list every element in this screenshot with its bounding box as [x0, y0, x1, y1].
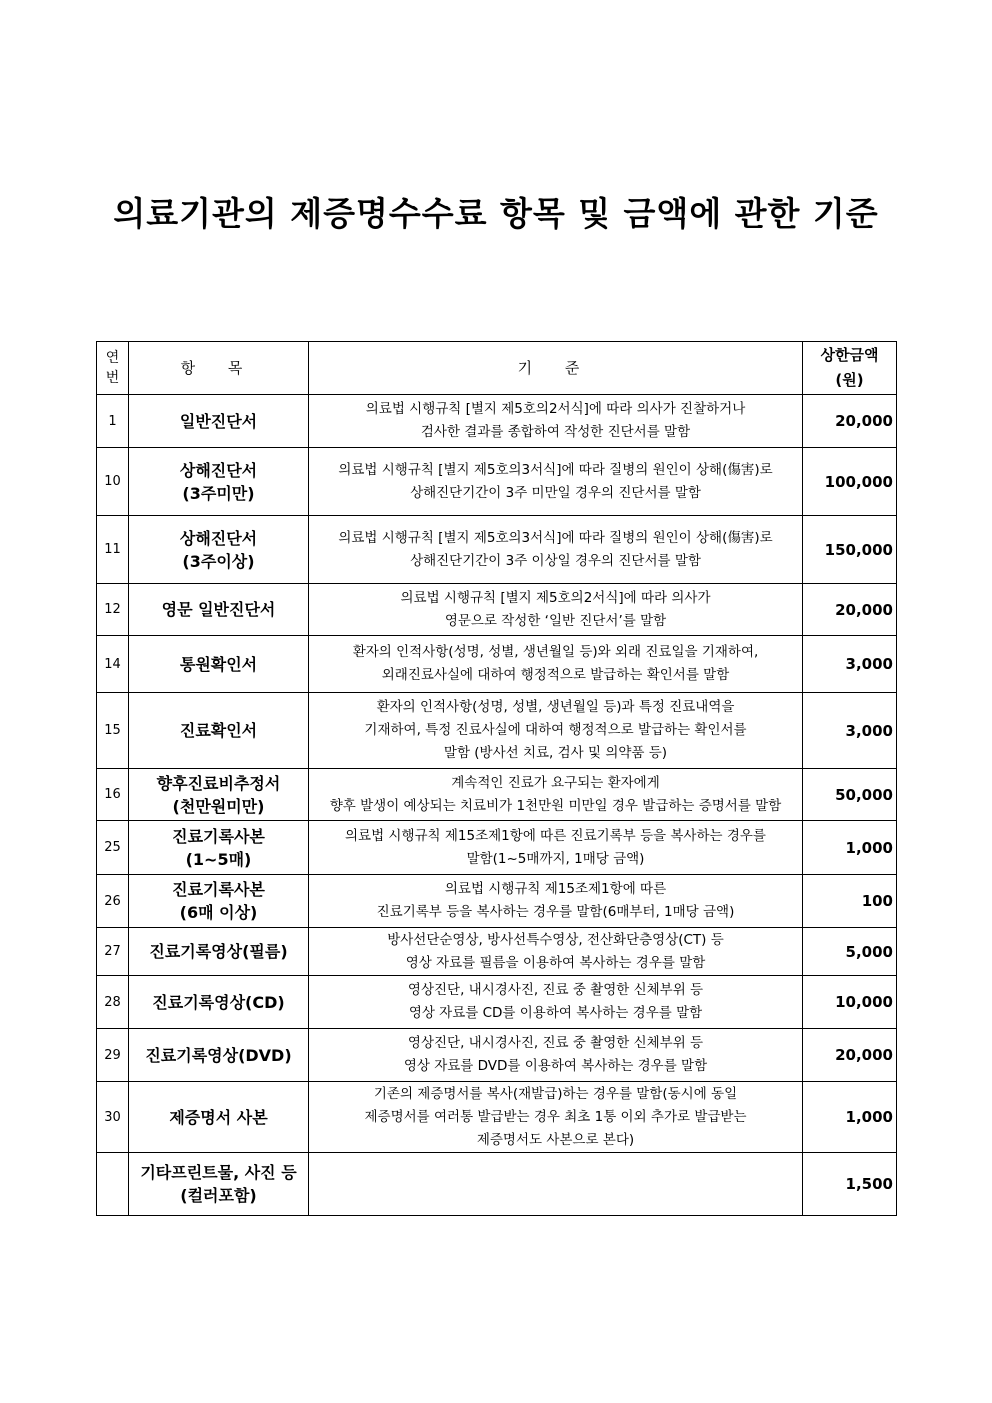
row-amount: 20,000 — [803, 395, 897, 448]
row-criteria-line: 말함 (방사선 치료, 검사 및 의약품 등) — [443, 745, 668, 761]
row-number: 27 — [97, 928, 129, 976]
row-item — [129, 636, 309, 693]
table-row — [97, 1082, 897, 1153]
table-row — [97, 395, 897, 448]
row-criteria-line: 의료법 시행규칙 제15조제1항에 따른 — [444, 881, 667, 897]
header-no-line: 연 — [105, 350, 120, 366]
table-row — [97, 928, 897, 976]
row-item-line: 통원확인서 — [179, 654, 258, 674]
row-criteria-line: 영상 자료를 CD를 이용하여 복사하는 경우를 말함 — [408, 1005, 703, 1021]
row-item — [129, 584, 309, 636]
row-amount: 20,000 — [803, 1029, 897, 1082]
row-item-line: 진료기록사본 — [172, 880, 265, 899]
row-item — [129, 1153, 309, 1216]
row-criteria-line: 영상 자료를 DVD를 이용하여 복사하는 경우를 말함 — [403, 1058, 708, 1074]
row-item-line: 상해진단서 — [179, 460, 258, 480]
row-item — [129, 1082, 309, 1153]
row-number: 10 — [97, 448, 129, 516]
row-item-line: 진료기록영상(필름) — [149, 942, 288, 961]
row-item — [129, 875, 309, 928]
table-row — [97, 976, 897, 1029]
row-amount: 100,000 — [803, 448, 897, 516]
fee-table — [96, 341, 897, 1216]
header-amount — [803, 342, 897, 395]
row-item-line: 일반진단서 — [179, 411, 258, 431]
table-row — [97, 821, 897, 875]
row-criteria-line: 상해진단기간이 3주 이상일 경우의 진단서를 말함 — [410, 552, 701, 569]
row-criteria — [309, 693, 803, 769]
row-criteria-line: 검사한 결과를 종합하여 작성한 진단서를 말함 — [420, 424, 691, 440]
row-item-line: 진료기록영상(DVD) — [145, 1045, 292, 1065]
table-row — [97, 769, 897, 821]
row-item-line: (컬러포함) — [180, 1186, 257, 1205]
row-amount: 20,000 — [803, 584, 897, 636]
row-amount: 3,000 — [803, 693, 897, 769]
fee-table-body — [97, 395, 897, 1216]
row-number: 14 — [97, 636, 129, 693]
row-criteria-line: 의료법 시행규칙 제15조제1항에 따른 진료기록부 등을 복사하는 경우를 — [345, 827, 766, 844]
row-item — [129, 448, 309, 516]
table-row — [97, 584, 897, 636]
row-item-line: (천만원미만) — [172, 796, 265, 816]
row-number: 25 — [97, 821, 129, 875]
row-criteria — [309, 875, 803, 928]
row-amount: 1,000 — [803, 1082, 897, 1153]
row-criteria-line: 환자의 인적사항(성명, 성별, 생년월일 등)과 특정 진료내역을 — [376, 699, 735, 715]
row-criteria-line: 기존의 제증명서를 복사(재발급)하는 경우를 말함(동시에 동일 — [373, 1085, 738, 1102]
row-item-line: 영문 일반진단서 — [161, 600, 276, 619]
table-row — [97, 516, 897, 584]
row-criteria-line: 향후 발생이 예상되는 치료비가 1천만원 미만일 경우 발급하는 증명서를 말함 — [329, 797, 782, 814]
row-criteria-line: 의료법 시행규칙 [별지 제5호의3서식]에 따라 질병의 원인이 상해(傷害)로 — [338, 461, 773, 478]
row-criteria-line: 영상진단, 내시경사진, 진료 중 촬영한 신체부위 등 — [407, 982, 704, 998]
row-item-line: (3주이상) — [182, 551, 255, 571]
row-criteria-line: 제증명서도 사본으로 본다) — [476, 1131, 635, 1148]
row-item-line: 진료기록사본 — [172, 826, 265, 846]
row-item — [129, 693, 309, 769]
row-item — [129, 1029, 309, 1082]
table-row — [97, 448, 897, 516]
row-criteria-line: 의료법 시행규칙 [별지 제5호의2서식]에 따라 의사가 — [400, 589, 711, 606]
row-number: 26 — [97, 875, 129, 928]
header-criteria: 기 준 — [309, 342, 803, 395]
row-amount: 10,000 — [803, 976, 897, 1029]
row-item — [129, 516, 309, 584]
row-criteria — [309, 821, 803, 875]
row-item — [129, 976, 309, 1029]
row-item — [129, 928, 309, 976]
row-amount: 150,000 — [803, 516, 897, 584]
row-item-line: 진료확인서 — [179, 721, 258, 740]
row-number: 1 — [97, 395, 129, 448]
row-amount: 100 — [803, 875, 897, 928]
row-item — [129, 769, 309, 821]
row-criteria-line: 상해진단기간이 3주 미만일 경우의 진단서를 말함 — [410, 484, 701, 501]
row-number: 28 — [97, 976, 129, 1029]
table-row — [97, 1153, 897, 1216]
header-no — [97, 342, 129, 395]
table-row — [97, 875, 897, 928]
row-criteria-line: 환자의 인적사항(성명, 성별, 생년월일 등)와 외래 진료일을 기재하여, — [352, 644, 759, 660]
row-criteria — [309, 1029, 803, 1082]
row-item-line: (1~5매) — [185, 849, 252, 869]
row-criteria — [309, 1153, 803, 1216]
table-row — [97, 636, 897, 693]
row-amount: 1,500 — [803, 1153, 897, 1216]
row-item-line: 진료기록영상(CD) — [152, 992, 285, 1012]
row-criteria-line: 말함(1~5매까지, 1매당 금액) — [466, 850, 645, 867]
row-number: 12 — [97, 584, 129, 636]
row-criteria — [309, 769, 803, 821]
row-criteria-line: 방사선단순영상, 방사선특수영상, 전산화단층영상(CT) 등 — [387, 931, 724, 948]
row-criteria-line: 의료법 시행규칙 [별지 제5호의3서식]에 따라 질병의 원인이 상해(傷害)로 — [338, 529, 773, 546]
row-criteria-line: 진료기록부 등을 복사하는 경우를 말함(6매부터, 1매당 금액) — [376, 904, 735, 920]
row-criteria-line: 영상 자료를 필름을 이용하여 복사하는 경우를 말함 — [405, 954, 706, 971]
row-number: 30 — [97, 1082, 129, 1153]
table-row — [97, 693, 897, 769]
row-item-line: 제증명서 사본 — [169, 1107, 268, 1127]
header-item: 항 목 — [129, 342, 309, 395]
row-criteria — [309, 636, 803, 693]
row-item-line: (3주미만) — [182, 483, 255, 503]
row-number — [97, 1153, 129, 1216]
row-criteria-line: 외래진료사실에 대하여 행정적으로 발급하는 확인서를 말함 — [381, 667, 730, 683]
row-criteria-line: 영상진단, 내시경사진, 진료 중 촬영한 신체부위 등 — [407, 1035, 704, 1051]
row-number: 29 — [97, 1029, 129, 1082]
header-no-line: 번 — [105, 370, 120, 386]
page-title: 의료기관의 제증명수수료 항목 및 금액에 관한 기준 — [113, 194, 879, 233]
row-amount: 50,000 — [803, 769, 897, 821]
row-criteria-line: 영문으로 작성한 ‘일반 진단서’를 말함 — [444, 612, 667, 629]
row-criteria — [309, 584, 803, 636]
row-item-line: 기타프린트물, 사진 등 — [140, 1163, 297, 1182]
row-amount: 1,000 — [803, 821, 897, 875]
row-amount: 5,000 — [803, 928, 897, 976]
row-item-line: 향후진료비추정서 — [156, 773, 281, 793]
row-criteria — [309, 448, 803, 516]
row-item-line: (6매 이상) — [179, 903, 258, 922]
row-item — [129, 821, 309, 875]
row-criteria — [309, 395, 803, 448]
row-criteria — [309, 1082, 803, 1153]
row-number: 16 — [97, 769, 129, 821]
table-row — [97, 1029, 897, 1082]
row-criteria — [309, 976, 803, 1029]
row-criteria-line: 기재하여, 특정 진료사실에 대하여 행정적으로 발급하는 확인서를 — [364, 722, 747, 738]
row-criteria-line: 계속적인 진료가 요구되는 환자에게 — [451, 774, 660, 791]
header-amount-line: (원) — [835, 371, 864, 389]
row-criteria-line: 의료법 시행규칙 [별지 제5호의2서식]에 따라 의사가 진찰하거나 — [365, 401, 746, 417]
row-criteria-line: 제증명서를 여러통 발급받는 경우 최초 1통 이외 추가로 발급받는 — [364, 1108, 747, 1125]
table-header-row — [97, 342, 897, 395]
row-number: 11 — [97, 516, 129, 584]
row-criteria — [309, 516, 803, 584]
header-amount-line: 상한금액 — [820, 346, 879, 364]
row-item-line: 상해진단서 — [179, 528, 258, 548]
row-criteria — [309, 928, 803, 976]
row-number: 15 — [97, 693, 129, 769]
row-item — [129, 395, 309, 448]
row-amount: 3,000 — [803, 636, 897, 693]
